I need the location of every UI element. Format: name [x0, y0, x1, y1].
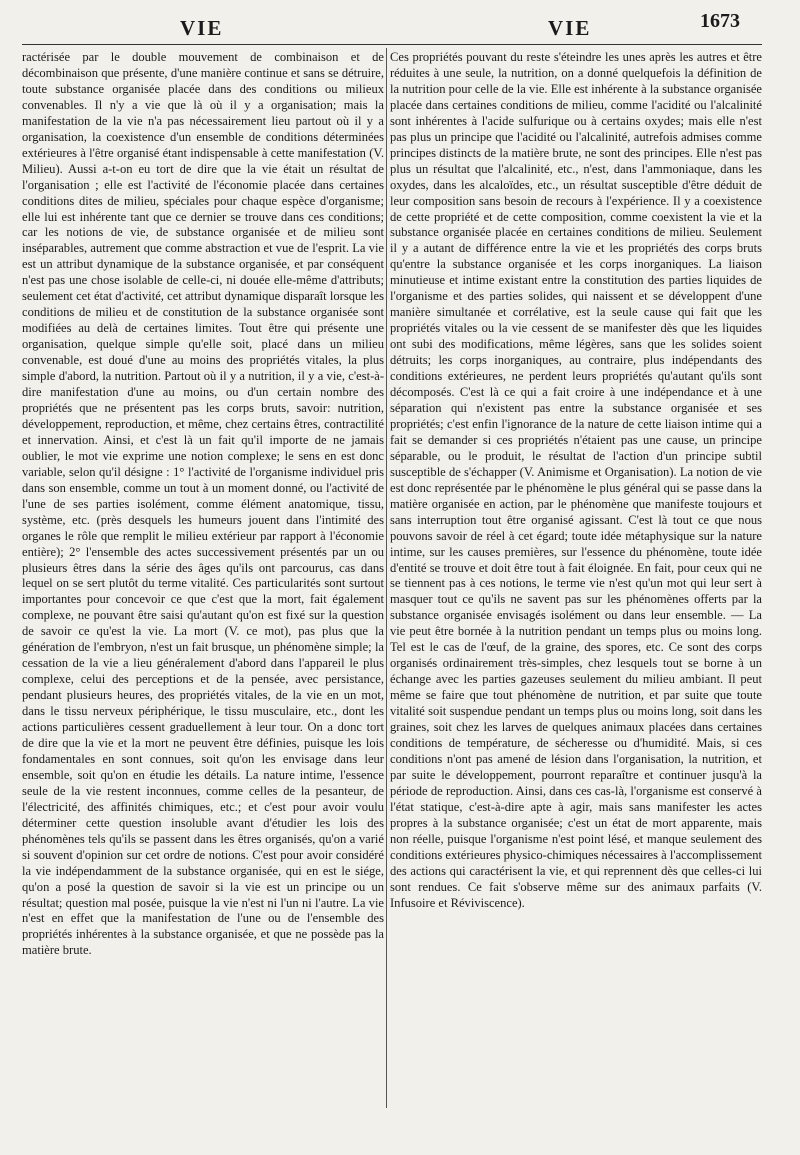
right-column-text: Ces propriétés pouvant du reste s'éteindre les unes après les autres et être réduites à une seule, la nutrition, on a donné quelquefois la définition de la nutrition pour celle de la vie. Elle est inhérente à la substance organisée placée dans certaines conditions de milieu, comme l'acidité ou l'alcalinité sont inhérentes à l'acide sulfurique ou à certains oxydes; mais elle n'est pas plus un principe que l'acidité ou l'alcalinité, autrefois admises comme principes distincts de la matière brute, ne sont des principes. Elle n'est pas plus un résultat que l'alcalinité, etc., n'est, dans l'ammoniaque, dans les oxydes, dans les alcaloïdes, etc., un résultat susceptible d'être déduit de leur composition sans besoin de recours à l'expérience. Il y a coexistence de cette propriété et de cette composition, comme coexistent la vie et la substance organisée placée en certaines conditions de milieu. Seulement il y a autant de différence entre la vie et les propriétés des corps bruts qu'entre la substance organisée et les corps inorganiques. La liaison minutieuse et intime existant entre la constitution des parties liquides de l'organisme et des parties solides, qui naissent et se développent d'une manière simultanée et corrélative, est la seule cause qui fait que les propriétés vitales ou la vie cessent de se manifester dès que les liquides ont subi des modifications, même légères, sans que les solides soient détruits; les corps inorganiques, au contraire, plus indépendants des conditions extérieures, ne perdent leurs propriétés qu'autant qu'ils sont décomposés. C'est là ce qui a fait croire à une indépendance et à une séparation qui n'existent pas entre la substance organisée et ses propriétés; c'est enfin l'ignorance de la nature de cette liaison intime qui a fait se demander si ces propriétés n'étaient pas une cause, un principe séparable, ou le produit, le résultat de l'action d'un principe subtil susceptible de s'échapper (V. Animisme et Organisation). La notion de vie est donc représentée par le phénomène le plus général qui se passe dans la matière organisée en action, par le phénomène que manifeste toujours et sans interruption tout être organisé agissant. C'est là tout ce que nous pouvons savoir de réel à cet égard; toute idée métaphysique sur la nature intime, sur les causes premières, sur l'essence du phénomène, toute idée d'entité se trouve et doit être tout à fait éloignée. En fait, pour ceux qui ne se tiennent pas à ces notions, le terme vie n'est qu'un mot qui leur sert à masquer tout ce qu'ils ne savent pas sur les phénomènes offerts par la substance organisée envisagés isolément ou dans leur ensemble. — La vie peut être bornée à la nutrition pendant un temps plus ou moins long. Tel est le cas de l'œuf, de la graine, des spores, etc. Ce sont des corps organisés ordinairement très-simples, chez lesquels tout se borne à un échange avec les parties gazeuses seulement du milieu ambiant. Il peut même se faire que tout phénomène de nutrition, et par suite que toute vitalité soit suspendue pendant un temps plus ou moins long, soit dans les graines, soit chez les larves de quelques animaux placées dans certaines conditions de température, de sécheresse ou d'humidité. Mais, si ces conditions n'ont pas amené de lésion dans l'organisation, la nutrition, et par suite le développement, pourront reparaître et continuer jusqu'à la période de reproduction. Ainsi, dans ces cas-là, l'organisme est conservé à l'état statique, c'est-à-dire apte à agir, mais sans manifester les actes propres à la substance organisée; c'est un état de mort apparente, mais non réelle, puisque l'organisme n'est point lésé, et manque seulement des conditions extérieures physico-chimiques nécessaires à l'accomplissement des actions qui caractérisent la vie, et qui reprennent dès que celles-ci lui sont rendues. Ce fait s'observe même sur des animaux parfaits (V. Infusoire et Réviviscence).	[390, 50, 762, 910]
header-rule	[22, 44, 762, 45]
header-word-left: VIE	[180, 16, 224, 40]
running-header	[0, 10, 800, 46]
left-column	[22, 50, 384, 959]
column-divider	[386, 48, 387, 1108]
page-number: 1673	[700, 10, 740, 32]
left-column-text: ractérisée par le double mouvement de combinaison et de décombinaison que présente, d'une manière continue et sans se détruire, toute substance organisée placée dans des conditions ou milieux convenables. Il n'y a vie que là où il y a organisation; mais la manifestation de la vie n'a pas nécessairement lieu partout où il y a organisation, la coexistence d'un ensemble de conditions déterminées extérieures à l'être organisé étant indispensable à cette manifestation (V. Milieu). Aussi a-t-on eu tort de dire que la vie était un résultat de l'organisation ; elle est l'activité de l'économie placée dans certaines conditions dites de milieu, spéciales pour chaque espèce d'organisme; elle lui est inhérente tant que ce dernier se trouve dans ces conditions; car les notions de vie, de substance organisée et de milieu sont inséparables, autrement que comme abstraction et vue de l'esprit. La vie est un attribut dynamique de la substance organisée, et par conséquent n'est pas une chose isolable de celle-ci, ni douée elle-même d'attributs; seulement cet état d'activité, cet attribut dynamique disparaît lorsque les conditions de milieu et de constitution de la substance organisée sont modifiées au delà de certaines limites. Tout être qui présente une organisation, quelque simple qu'elle soit, placé dans un milieu convenable, est doué d'une au moins des propriétés vitales, la plus simple d'abord, la nutrition. Partout où il y a nutrition, il y a vie, c'est-à-dire manifestation d'une au moins, ou d'un certain nombre des propriétés que ne présentent pas les corps bruts, savoir: nutrition, développement, reproduction, et même, chez certains êtres, contractilité et innervation. Ainsi, et c'est là un fait qu'il importe de ne jamais oublier, le mot vie exprime une notion complexe; le sens en est donc variable, selon qu'il désigne : 1° l'activité de l'organisme individuel pris dans son ensemble, comme un tout à un moment donné, ou l'activité de l'une de ses parties isolément, comme élément anatomique, tissu, système, etc. (près desquels les humeurs jouent dans l'intimité des organes le rôle que remplit le milieu extérieur par rapport à l'économie entière); 2° l'ensemble des actes successivement présentés par un ou plusieurs êtres dans la série des âges qu'ils ont parcourus, cas dans lequel on se sert plutôt du terme vitalité. Ces particularités sont surtout importantes pour concevoir ce que c'est que la mort, fait également complexe, ne pouvant être saisi qu'autant qu'on est fixé sur la question de savoir ce qu'est la vie. La mort (V. ce mot), pas plus que la génération de l'embryon, n'est un fait brusque, un phénomène simple; la cessation de la vie a lieu généralement d'abord dans l'appareil le plus complexe, celui des perceptions et de la pensée, avec persistance, pendant plusieurs heures, des propriétés vitales, de la vie en un mot, dans le tissu nerveux périphérique, le tissu musculaire, etc., dont les actions particulières cessent graduellement à leur tour. On a donc tort de dire que la vie et la mort ne peuvent être définies, puisque les lois fondamentales en sont connues, soit qu'on les envisage dans leur ensemble, soit qu'on en étudie les détails. La nature intime, l'essence seule de la vie restent inconnues, comme celles de la pesanteur, de l'électricité, des affinités chimiques, etc.; et c'est pour avoir voulu déterminer cette question insoluble avant d'étudier les lois des phénomènes tels qu'ils se passent dans les êtres organisés, qu'on a varié si souvent d'opinion sur cet ordre de notions. C'est pour avoir considéré la vie indépendamment de la substance organisée, qui en est le siége, qu'on a posé la question de savoir si la vie est un principe ou un résultat; question mal posée, puisque la vie n'est ni l'un ni l'autre. La vie n'est en effet que la manifestation de l'une ou de l'ensemble des propriétés inhérentes à la substance organisée, et que ne possède pas la matière brute.	[22, 50, 384, 958]
header-word-right: VIE	[548, 16, 592, 40]
right-column	[390, 50, 762, 911]
